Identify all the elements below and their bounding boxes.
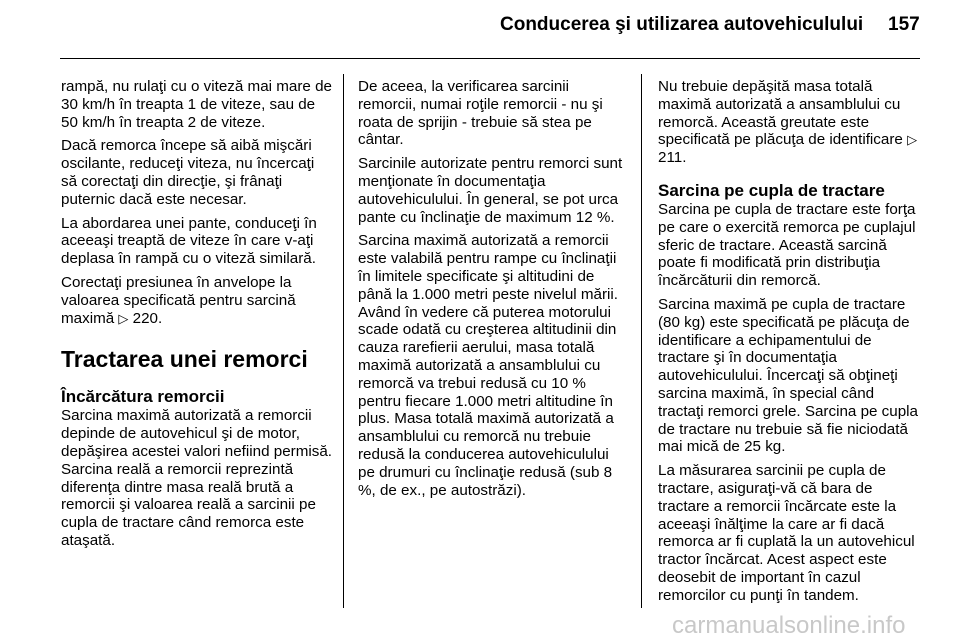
- text-column-3: [658, 78, 920, 611]
- paragraph: La măsurarea sarcinii pe cupla de tractare, asiguraţi-vă că bara de tractare a remorcii încărcate este la aceeaşi înălţime la care ar fi dacă remorca ar fi cuplată la un autovehicul tractor încărcat. Acest aspect este deosebit de important în cazul remorcilor cu punţi în tandem.: [658, 462, 915, 604]
- paragraph: Sarcina maximă autorizată a remorcii este valabilă pentru rampe cu înclinaţii în limitele specificate şi altitudini de până la 1.000 metri peste nivelul mării. Având în vedere că puterea motorului scade odată cu creşterea altitudinii din cauza rarefierii aerului, masa totală maximă autorizată a ansamblului cu remorcă va trebui redusă cu 10 % pentru fiecare 1.000 metri altitudine în plus. Masa totală maximă autorizată a ansamblului cu remorcă nu trebuie redusă la conducerea autovehiculului pe drumuri cu înclinaţie redusă (sub 8 %, de ex., pe autostrăzi).: [358, 232, 619, 499]
- column-divider-1: [343, 74, 344, 608]
- paragraph-text: Nu trebuie depăşită masa totală maximă autorizată a ansamblului cu remorcă. Această greutate este specificată pe plăcuţa de identificare: [658, 78, 903, 149]
- subsection-heading: Încărcătura remorcii: [61, 387, 225, 407]
- paragraph: Sarcinile autorizate pentru remorci sunt menţionate în documentaţia autovehiculului. În general, se pot urca pante cu înclinaţie de maximum 12 %.: [358, 155, 623, 226]
- paragraph: Dacă remorca începe să aibă mişcări oscilante, reduceţi viteza, nu încercaţi să corectaţi din direcţie, şi frânaţi puternic dacă este necesar.: [61, 137, 315, 208]
- paragraph: Sarcina pe cupla de tractare este forţa pe care o exercită remorca pe cuplajul sferic de tractare. Această sarcină poate fi modificată prin distribuţia încărcăturii din remorcă.: [658, 200, 916, 290]
- text-column-2: [358, 78, 628, 505]
- page-reference: 211.: [658, 149, 687, 167]
- paragraph: La abordarea unei pante, conduceţi în aceeaşi treaptă de viteze în care v-aţi deplasa în rampă cu o viteză similară.: [61, 214, 317, 268]
- subsection-heading: Sarcina pe cupla de tractare: [658, 180, 885, 200]
- paragraph: rampă, nu rulaţi cu o viteză mai mare de 30 km/h în treapta 1 de viteze, sau de 50 km/h în treapta 2 de viteze.: [61, 78, 332, 131]
- text-column-1: [61, 78, 333, 556]
- column-divider-2: [641, 74, 642, 608]
- paragraph: Sarcina maximă pe cupla de tractare (80 kg) este specificată pe plăcuţa de identificare a echipamentului de tractare şi în documentaţia autovehiculului. Încercaţi să obţineţi sarcina maximă, în special când tractaţi remorci grele. Sarcina pe cupla de tractare nu trebuie să fie niciodată mai mică de 25 kg.: [658, 295, 918, 456]
- arrow-reference-icon: ▷: [907, 132, 918, 148]
- section-heading: Tractarea unei remorci: [61, 346, 308, 373]
- page-title: Conducerea şi utilizarea autovehiculului: [500, 14, 864, 35]
- paragraph: De aceea, la verificarea sarcinii remorcii, numai roţile remorcii - nu şi roata de sprijin - trebuie să stea pe cântar.: [358, 78, 603, 149]
- paragraph-text: Corectaţi presiunea în anvelope la valoarea specificată pentru sarcină maximă: [61, 273, 296, 327]
- arrow-reference-icon: ▷: [118, 310, 129, 326]
- paragraph: [61, 274, 333, 327]
- page-number: 157: [888, 14, 920, 35]
- watermark: carmanualsonline.info: [672, 612, 906, 639]
- paragraph: [658, 78, 920, 167]
- paragraph: Sarcina maximă autorizată a remorcii depinde de autovehicul şi de motor, depăşirea acestei valori nefiind permisă. Sarcina reală a remorcii reprezintă diferenţa dintre masa reală brută a remorcii şi valoarea reală a sarcinii pe cupla de tractare când remorca este ataşată.: [61, 407, 332, 549]
- page-reference: 220.: [132, 309, 163, 327]
- header-divider: [60, 58, 920, 59]
